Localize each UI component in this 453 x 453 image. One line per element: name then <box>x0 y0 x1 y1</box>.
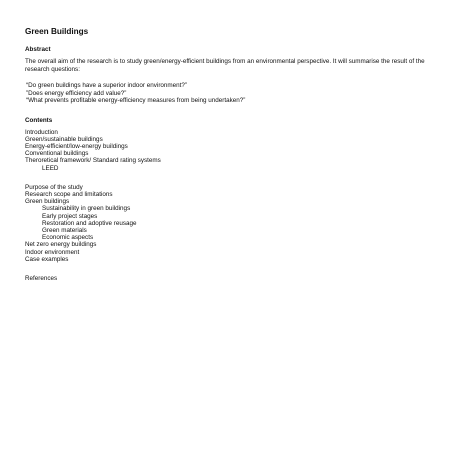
document-content <box>25 27 435 283</box>
abstract-heading: Abstract <box>25 46 51 53</box>
toc-item-introduction: Introduction <box>25 128 58 136</box>
toc-item-sustainability: Sustainability in green buildings <box>42 205 131 213</box>
research-question-1: “Do green buildings have a superior indoor environment?” <box>26 82 188 89</box>
toc-item-conventional-buildings: Conventional buildings <box>25 150 89 158</box>
toc-item-net-zero-energy: Net zero energy buildings <box>25 241 97 249</box>
document-title: Green Buildings <box>25 27 89 36</box>
contents-heading: Contents <box>25 116 53 124</box>
table-of-contents-part-2 <box>25 184 435 263</box>
toc-item-economic-aspects: Economic aspects <box>42 234 94 242</box>
toc-item-energy-efficient-buildings: Energy-efficient/low-energy buildings <box>25 142 128 150</box>
toc-item-green-sustainable-buildings: Green/sustainable buildings <box>25 135 103 143</box>
toc-item-restoration-reusage: Restoration and adoptive reusage <box>42 219 137 227</box>
abstract-text: The overall aim of the research is to study green/energy-efficient buildings from an environmental perspective. It will summarise the result of the research questions: <box>25 58 425 73</box>
toc-item-scope-limitations: Research scope and limitations <box>25 190 113 198</box>
table-of-contents-part-1 <box>25 129 435 172</box>
research-question-3: “What prevents profitable energy-efficiency measures from being undertaken?” <box>26 97 246 104</box>
research-question-2: ”Does energy efficiency add value?” <box>26 89 127 97</box>
toc-item-indoor-environment: Indoor environment <box>25 248 80 256</box>
toc-item-case-examples: Case examples <box>25 255 69 263</box>
toc-item-early-project-stages: Early project stages <box>42 212 98 220</box>
toc-item-leed: LEED <box>42 164 59 172</box>
toc-item-theoretical-framework: Theroretical framework/ Standard rating systems <box>25 157 161 165</box>
references-heading: References <box>25 274 58 282</box>
toc-item-green-materials: Green materials <box>42 226 87 234</box>
toc-item-green-buildings: Green buildings <box>25 198 70 206</box>
toc-item-purpose: Purpose of the study <box>25 183 83 191</box>
